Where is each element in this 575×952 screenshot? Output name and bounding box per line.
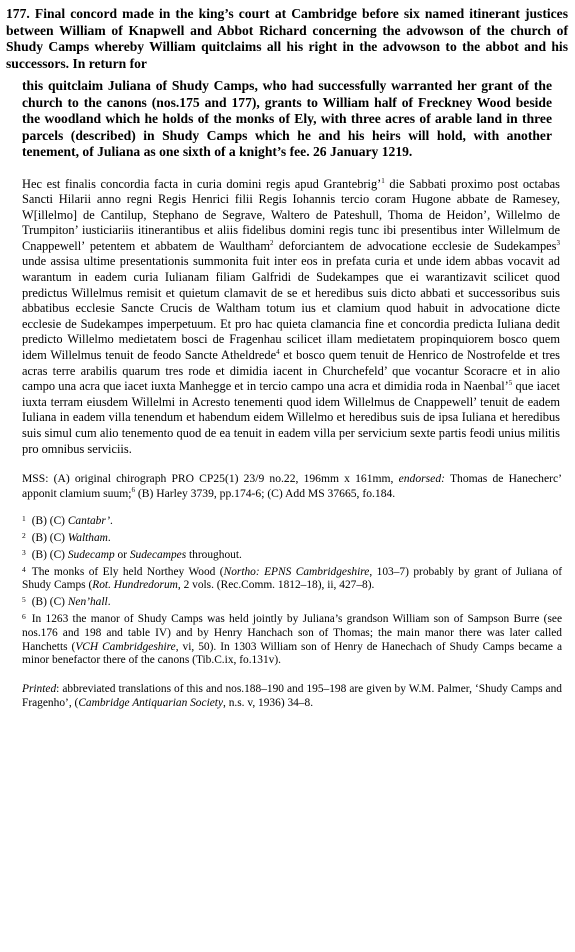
footnote-ref[interactable]: 5 [508,379,513,388]
footnote: $^1$ (B) (C) Cantabr’. [22,514,113,528]
heading-continuation: this quitclaim Juliana of Shudy Camps, who had successfully warranted her grant of the church to the canons (nos.175 and 177), grants to William half of Freckney Wood beside the woodland which he holds of the monks of Ely, with three acres of arable land in three parcels (described) in Shudy Camps which he and his heirs will hold, with another tenement, of Juliana as one sixth of a knight’s fee. 26 January 1219. [22,78,552,159]
document-page [6,6,568,711]
footnote-ref[interactable]: 4 [276,347,280,356]
footnote: $^3$ (B) (C) Sudecamp or Sudecampes throughout. [22,547,242,561]
manuscripts-note: MSS: (A) original chirograph PRO CP25(1) 23/9 no.22, 196mm x 161mm, endorsed: Thomas de Hanecherc’ apponit clamium suum;$^6$ (B) Harley 3739, pp.174-6; (C) Add MS 37665, fo.184. [22,472,562,501]
footnote: $^5$ (B) (C) Nen’hall. [22,595,111,609]
entry-heading [6,6,568,72]
footnote-ref[interactable]: 1 [381,176,385,185]
latin-text: Hec est finalis concordia facta in curia domini regis apud Grantebrig’$^1$ die Sabbati proximo post octabas Sancti Hilarii anno regni Regis Henrici filii Regis Iohannis tercio coram Hugone abbate de Ramesey, W[illelmo] de Cantilup, Stephano de Segrave, Waltero de Pateshull, Thoma de Heidon’, Willelmo de Trumpiton’ iusticiariis itinerantibus et aliis fidelibus domini regis tunc ibi presentibus inter Willelmum de Cnappewell’ petentem et abbatem de Waultham$^2$ deforciantem de advocatione ecclesie de Sudekampes$^3$ unde assisa ultime presentationis summonita fuit inter eos in prefata curia et unde idem abbas vocavit ad warantum in eadem curia Iulianam filiam Galfridi de Sudekampes que ei warantizavit scilicet quod predictus Willelmus remisit et quietum clamavit de se et heredibus suis dicto abbati et successoribus suis abbatibus ecclesie Sancte Crucis de Waltham totum ius et clamium quod habuit in advocatione dicte ecclesie de Sudekampes imperpetuum. Et pro hac quieta clamancia fine et concordia predicta Iuliana dedit predicto Willelmo medietatem bosci de Fragenhau scilicet illam medietatem propinquiorem bosco quem idem Willelmus tenuit de feodo Sancte Atheldrede$^4$ et bosco quem tenuit de Henrico de Nostrofelde et tres acras terre arabilis quarum tres rode et dimidia iacent in Churchefeld’ que vocantur Scoracre et in alio campo una acra que iacet iuxta Manhegge et in tercio campo una acra et dimidia roda in Naenbal’$^5$ que iacet iuxta terram eiusdem Willelmi in Acresto tenementi quod idem Willelmus de Cnappewell’ tenuit de eadem Iuliana in eadem villa tenendum et habendum eidem Willelmo et heredibus suis de ipsa Iuliana et heredibus suis simul cum alio tenemento quod de ea tenuit in eadem villa per servicium sexte partis feodi unius militis pro omnibus serviciis. [22,176,561,456]
footnote: $^4$ The monks of Ely held Northey Wood (Northo: EPNS Cambridgeshire, 103–7) probably by grant of Juliana of Shudy Camps (Rot. Hundredorum, 2 vols. (Rec.Comm. 1812–18), ii, 427–8). [22,564,562,592]
footnote-ref[interactable]: 6 [131,486,135,495]
footnote-ref[interactable]: 2 [269,238,274,247]
footnotes-list [22,512,562,668]
entry-number: 177. [6,6,30,21]
footnote-ref[interactable]: 3 [556,238,561,247]
heading-text: Final concord made in the king’s court at Cambridge before six named itinerant justices between William of Knapwell and Abbot Richard concerning the advowson of the church of Shudy Camps whereby William quitclaims all his right in the advowson to the abbot and his successors. In return for [6,6,568,71]
printed-note: Printed: abbreviated translations of this and nos.188–190 and 195–198 are given by W.M. Palmer, ‘Shudy Camps and Fragenho’, (Cambridge Antiquarian Society, n.s. v, 1936) 34–8. [22,683,562,710]
footnote: $^6$ In 1263 the manor of Shudy Camps was held jointly by Juliana’s grandson William son of Sampson Burre (see nos.176 and 198 and table IV) and by Henry Hanchach son of Thomas; the main manor there was later called Hanchetts (VCH Cambridgeshire, vi, 50). In 1303 William son of Henry de Hanechach of Shudy Camps became a minor benefactor there of the canons (Tib.C.ix, fo.131v). [22,611,562,667]
footnote: $^2$ (B) (C) Waltham. [22,530,111,544]
